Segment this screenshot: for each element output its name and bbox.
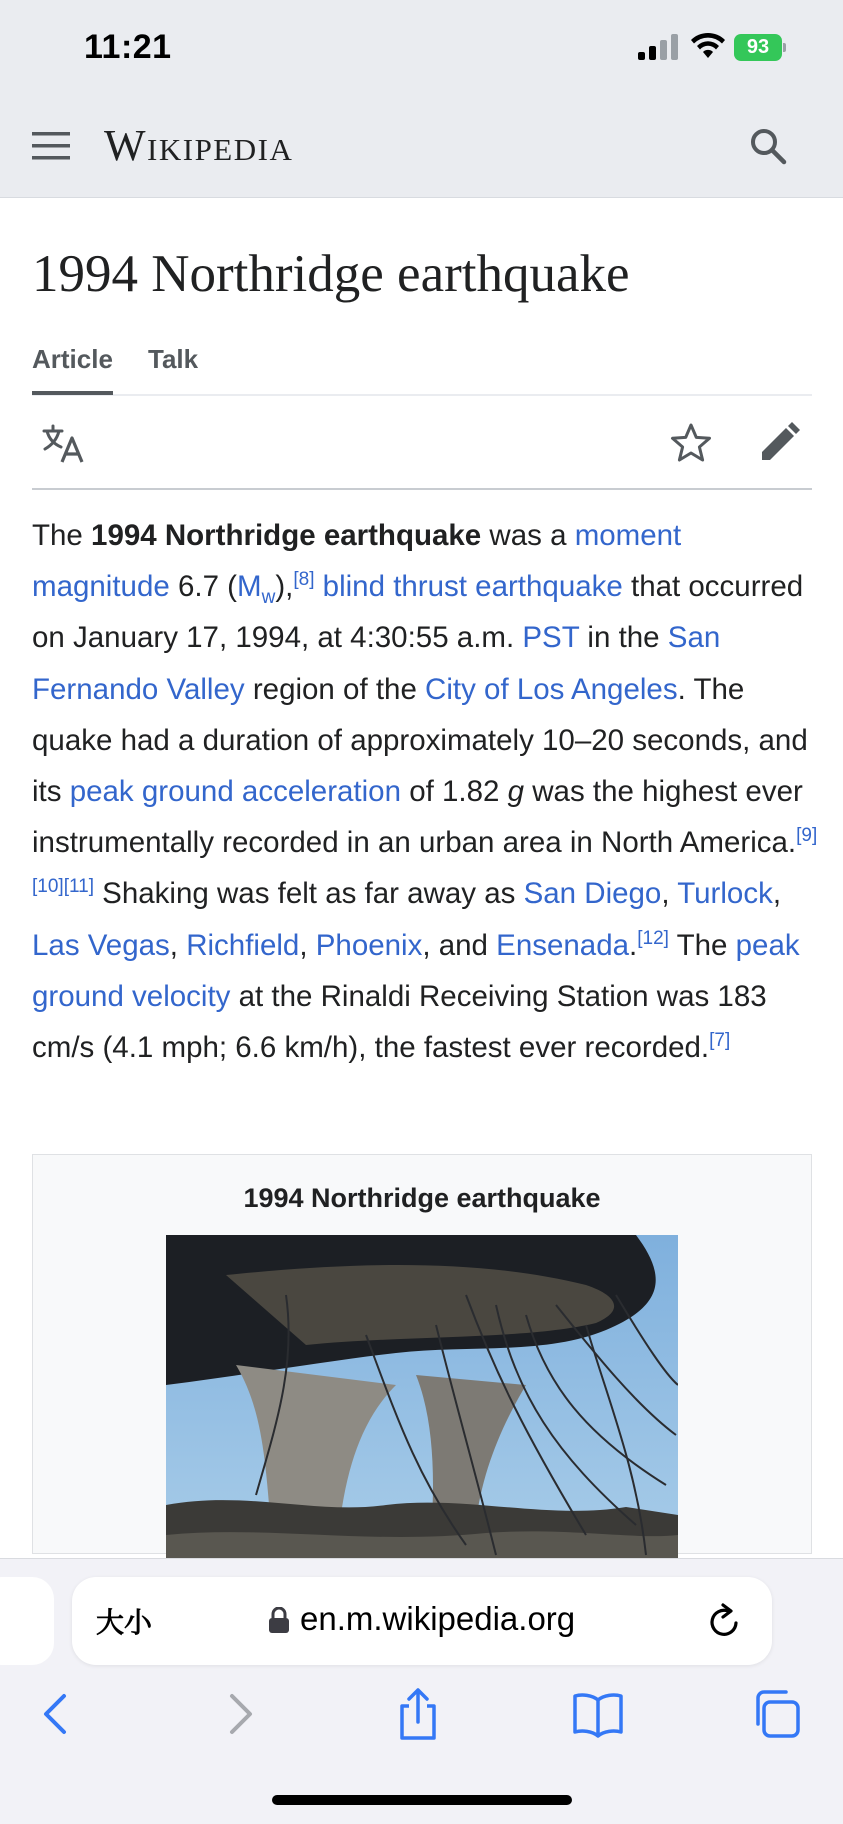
text-run: was a — [481, 519, 575, 552]
link-mw-subscript: w — [261, 587, 276, 609]
link-moment-magnitude[interactable]: moment magnitude — [32, 519, 682, 604]
link-phoenix[interactable]: Phoenix — [315, 928, 423, 962]
text-run — [314, 570, 322, 603]
citation-7[interactable]: [7] — [709, 1030, 731, 1052]
tab-talk[interactable]: Talk — [148, 344, 199, 374]
bookmarks-icon[interactable] — [572, 1688, 624, 1740]
text-run: , — [299, 928, 316, 962]
link-san-diego[interactable]: San Diego — [523, 877, 662, 911]
text-run: The — [668, 928, 736, 962]
battery-icon — [734, 34, 786, 61]
infobox-image[interactable] — [166, 1235, 678, 1565]
citation-9[interactable]: [9] — [796, 825, 818, 847]
wifi-icon — [690, 32, 726, 60]
text-run: , — [169, 928, 187, 962]
text-run: The — [32, 519, 92, 552]
text-run: region of the — [244, 672, 426, 706]
address-bar[interactable] — [72, 1577, 772, 1665]
lock-icon — [268, 1607, 290, 1633]
tab-article[interactable]: Article — [32, 344, 113, 395]
site-header — [0, 96, 843, 198]
text-run: in the — [579, 621, 668, 655]
link-pst[interactable]: PST — [522, 621, 580, 655]
battery-level: 93 — [734, 34, 782, 61]
citation-12[interactable]: [12] — [637, 927, 669, 949]
cellular-signal-icon — [638, 34, 680, 60]
link-turlock[interactable]: Turlock — [677, 877, 773, 911]
link-mw[interactable] — [237, 570, 276, 609]
link-mw-text: M — [237, 570, 262, 604]
wikipedia-wordmark[interactable]: Wikipedia — [104, 121, 294, 170]
italic-g: g — [507, 775, 525, 809]
tabs-icon[interactable] — [750, 1688, 802, 1740]
citation-11[interactable]: [11] — [63, 876, 94, 898]
text-run: , — [772, 877, 782, 911]
article-tabs — [32, 330, 812, 396]
page-title: 1994 Northridge earthquake — [32, 245, 630, 303]
share-icon[interactable] — [392, 1688, 444, 1740]
text-run: . — [629, 928, 638, 962]
language-icon[interactable] — [42, 424, 84, 464]
link-blind-thrust-earthquake[interactable]: blind thrust earthquake — [322, 570, 623, 604]
link-san-fernando-valley[interactable]: San Fernando Valley — [32, 621, 721, 706]
text-run: of 1.82 — [401, 775, 508, 809]
bold-subject: 1994 Northridge earthquake — [91, 519, 482, 552]
reload-icon[interactable] — [706, 1601, 744, 1641]
previous-tab-peek[interactable] — [0, 1577, 54, 1665]
home-indicator — [272, 1795, 572, 1805]
lead-paragraph — [32, 510, 822, 1073]
text-run: , — [661, 877, 678, 911]
status-time: 11:21 — [84, 28, 172, 66]
star-icon[interactable] — [670, 422, 712, 464]
link-city-of-los-angeles[interactable]: City of Los Angeles — [425, 672, 678, 706]
link-richfield[interactable]: Richfield — [186, 928, 300, 962]
text-run: that occurred on January 17, 1994, at 4:30:55 a.m. — [32, 570, 804, 655]
citation-10[interactable]: [10] — [32, 876, 64, 898]
text-run: Shaking was felt as far away as — [93, 877, 524, 911]
back-icon[interactable] — [30, 1688, 82, 1740]
battery-nub — [783, 43, 786, 52]
link-ensenada[interactable]: Ensenada — [496, 928, 630, 962]
text-run: was the highest ever instrumentally recorded in an urban area in North America. — [32, 775, 803, 860]
link-peak-ground-velocity[interactable]: peak ground velocity — [32, 928, 800, 1013]
citation-8[interactable]: [8] — [293, 569, 315, 591]
text-run: at the Rinaldi Receiving Station was 183 cm/s (4.1 mph; 6.6 km/h), the fastest ever recorded. — [32, 979, 767, 1065]
infobox-title: 1994 Northridge earthquake — [243, 1183, 601, 1213]
text-run: 6.7 ( — [169, 570, 237, 604]
pencil-icon[interactable] — [758, 422, 800, 464]
text-run: . The quake had a duration of approximately 10–20 seconds, and its — [32, 672, 808, 809]
menu-icon[interactable] — [32, 130, 70, 162]
search-icon[interactable] — [748, 126, 788, 166]
text-run: , and — [422, 928, 497, 962]
text-run: ), — [275, 570, 294, 604]
text-size-button[interactable]: 大小 — [96, 1607, 153, 1638]
status-bar — [0, 0, 843, 96]
link-las-vegas[interactable]: Las Vegas — [32, 928, 170, 962]
link-peak-ground-acceleration[interactable]: peak ground acceleration — [69, 775, 401, 809]
infobox — [32, 1154, 812, 1554]
url-text[interactable]: en.m.wikipedia.org — [300, 1600, 576, 1637]
page-actions-toolbar — [32, 398, 812, 490]
forward-icon[interactable] — [214, 1688, 266, 1740]
